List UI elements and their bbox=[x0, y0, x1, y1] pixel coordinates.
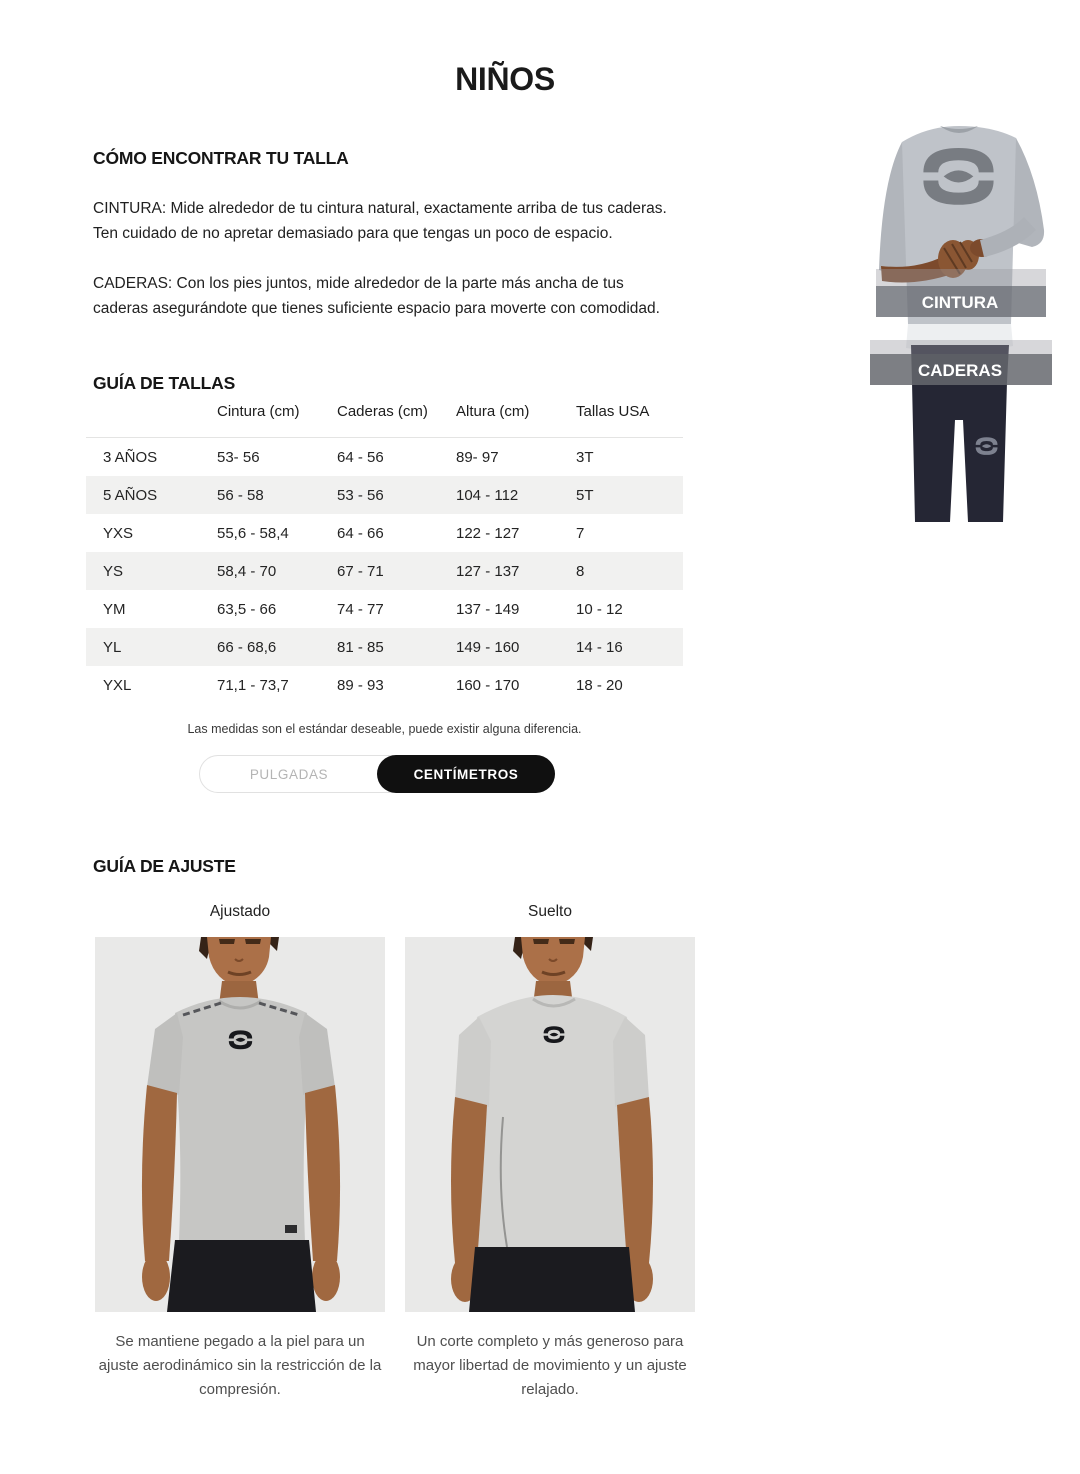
caderas-band-label: CADERAS bbox=[917, 361, 1003, 380]
table-row bbox=[86, 552, 683, 590]
size-label: YL bbox=[103, 638, 122, 656]
usa-value: 8 bbox=[576, 562, 585, 580]
usa-value: 10 - 12 bbox=[576, 600, 623, 618]
usa-value: 18 - 20 bbox=[576, 676, 623, 694]
col-header-cintura: Cintura (cm) bbox=[217, 403, 300, 420]
caderas-value: 64 - 56 bbox=[337, 438, 456, 477]
col-header-caderas: Caderas (cm) bbox=[337, 403, 428, 420]
usa-value: 3T bbox=[576, 438, 683, 477]
size-guide-heading: GUÍA DE TALLAS bbox=[93, 372, 236, 393]
col-header-altura: Altura (cm) bbox=[456, 403, 530, 420]
usa-value: 5T bbox=[576, 486, 594, 504]
unit-option-pulgadas[interactable]: PULGADAS bbox=[200, 756, 378, 792]
altura-value: 149 - 160 bbox=[456, 638, 520, 656]
fit-photo-ajustado bbox=[95, 937, 385, 1312]
size-table bbox=[86, 399, 683, 704]
shirt-tag bbox=[285, 1225, 297, 1233]
altura-value: 104 - 112 bbox=[456, 486, 519, 504]
size-table-header-row bbox=[86, 399, 683, 438]
cintura-value: 56 - 58 bbox=[217, 486, 264, 504]
cintura-band-label: CINTURA bbox=[921, 293, 999, 312]
altura-value: 137 - 149 bbox=[456, 600, 520, 618]
altura-value: 89- 97 bbox=[456, 438, 576, 477]
size-label: YS bbox=[103, 562, 124, 580]
page-title: NIÑOS bbox=[455, 61, 555, 98]
fit-caption-suelto: Un corte completo y más generoso para mayor libertad de movimiento y un ajuste relajado. bbox=[413, 1333, 687, 1398]
altura-value: 160 - 170 bbox=[456, 676, 520, 694]
unit-option-centimetros[interactable]: CENTÍMETROS bbox=[377, 755, 555, 793]
size-label: YXS bbox=[103, 524, 134, 542]
size-label: 5 AÑOS bbox=[103, 486, 158, 504]
cintura-value: 71,1 - 73,7 bbox=[217, 676, 289, 694]
caderas-paragraph: CADERAS: Con los pies juntos, mide alrededor de la parte más ancha de tus caderas asegurándote que tienes suficiente espacio para moverte con comodidad. bbox=[93, 274, 660, 317]
measure-figure-image bbox=[856, 118, 1064, 522]
fit-caption-ajustado: Se mantiene pegado a la piel para un ajuste aerodinámico sin la restricción de la compresión. bbox=[98, 1333, 382, 1398]
size-label: YM bbox=[103, 600, 126, 618]
caderas-value: 67 - 71 bbox=[337, 562, 384, 580]
how-to-heading: CÓMO ENCONTRAR TU TALLA bbox=[93, 147, 349, 168]
size-table-note: Las medidas son el estándar deseable, puede existir alguna diferencia. bbox=[187, 722, 582, 736]
unit-toggle[interactable] bbox=[199, 755, 555, 793]
table-row bbox=[86, 590, 683, 628]
fit-photo-suelto bbox=[405, 937, 695, 1312]
fit-label-suelto: Suelto bbox=[528, 903, 572, 920]
cintura-value: 58,4 - 70 bbox=[217, 562, 277, 580]
cintura-paragraph: CINTURA: Mide alrededor de tu cintura natural, exactamente arriba de tus caderas. Ten cuidado de no apretar demasiado para que tengas un poco de espacio. bbox=[93, 199, 667, 242]
caderas-value: 53 - 56 bbox=[337, 486, 384, 504]
caderas-value: 64 - 66 bbox=[337, 524, 384, 542]
size-label: YXL bbox=[103, 676, 132, 694]
table-row bbox=[86, 514, 683, 552]
cintura-value: 53- 56 bbox=[217, 438, 337, 477]
size-label: 3 AÑOS bbox=[86, 438, 217, 477]
altura-value: 127 - 137 bbox=[456, 562, 520, 580]
cintura-value: 66 - 68,6 bbox=[217, 638, 277, 656]
table-row bbox=[86, 476, 683, 514]
table-row bbox=[86, 438, 683, 477]
size-table-corner-cell bbox=[86, 399, 217, 438]
fit-label-ajustado: Ajustado bbox=[209, 903, 271, 920]
col-header-tallas-usa: Tallas USA bbox=[576, 403, 650, 420]
table-row bbox=[86, 666, 683, 704]
caderas-value: 74 - 77 bbox=[337, 600, 384, 618]
cintura-value: 55,6 - 58,4 bbox=[217, 524, 289, 542]
cintura-value: 63,5 - 66 bbox=[217, 600, 277, 618]
usa-value: 14 - 16 bbox=[576, 638, 623, 656]
caderas-value: 89 - 93 bbox=[337, 676, 384, 694]
usa-value: 7 bbox=[576, 524, 585, 542]
table-row bbox=[86, 628, 683, 666]
fit-guide-heading: GUÍA DE AJUSTE bbox=[93, 855, 236, 876]
altura-value: 122 - 127 bbox=[456, 524, 520, 542]
caderas-value: 81 - 85 bbox=[337, 638, 384, 656]
